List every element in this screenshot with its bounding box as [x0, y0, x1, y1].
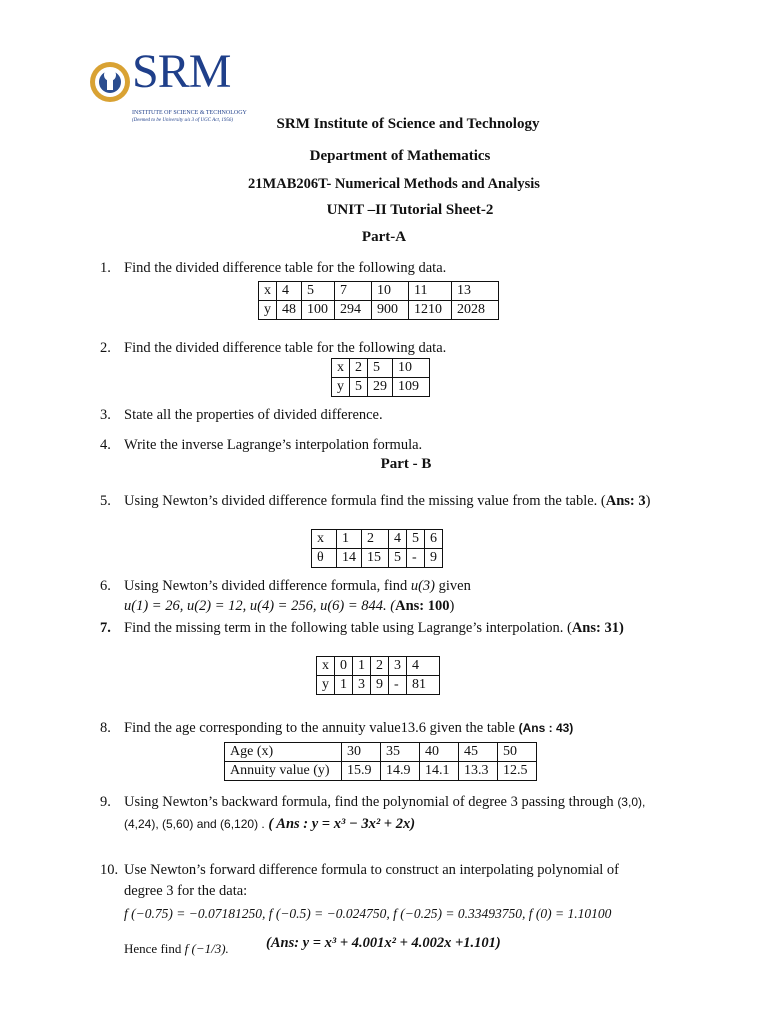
table-cell: 7 [335, 282, 372, 301]
text-span: given [438, 578, 471, 594]
table-cell: 5 [368, 359, 393, 378]
text-span: 4. [100, 437, 111, 453]
table-cell: 294 [335, 301, 372, 320]
table-cell: θ [312, 549, 337, 568]
text-span: ) [645, 493, 651, 509]
table-cell: x [332, 359, 350, 378]
text-span: Using Newton’s divided difference formula, find [124, 578, 408, 594]
table-cell: 40 [420, 743, 459, 762]
table-cell: 81 [407, 676, 440, 695]
table-row [312, 530, 443, 549]
question-text [124, 577, 704, 595]
table-cell: 2028 [452, 301, 499, 320]
text-span: u(1) = 26, u(2) = 12, u(4) = 256, u(6) = 844. ( [124, 598, 396, 614]
text-span: f (−0.75) = −0.07181250, f (−0.5) = −0.024750, f (−0.25) = 0.33493750, f (0) = 1.10100 [124, 906, 612, 921]
logo-subtitle: INSTITUTE OF SCIENCE & TECHNOLOGY [132, 110, 247, 116]
table-cell: y [317, 676, 335, 695]
text-span: 7. [100, 620, 111, 636]
table-cell: - [389, 676, 407, 695]
text-span: 6. [100, 578, 111, 594]
text-span: Write the inverse Lagrange’s interpolation formula. [124, 437, 423, 453]
text-span: Ans: 100 [395, 598, 450, 614]
table-cell: 0 [335, 657, 353, 676]
department-title: Department of Mathematics [309, 148, 491, 164]
table-row [317, 657, 440, 676]
text-span: 2. [100, 340, 111, 356]
table-row [332, 359, 430, 378]
text-span: Find the divided difference table for the following data. [124, 340, 447, 356]
table-cell: 12.5 [498, 762, 537, 781]
text-span: ) [618, 620, 624, 636]
table-cell: 2 [350, 359, 368, 378]
course-title: 21MAB206T- Numerical Methods and Analysis [248, 176, 540, 192]
institute-title: SRM Institute of Science and Technology [276, 116, 540, 132]
table-cell: x [317, 657, 335, 676]
table-cell: 5 [350, 378, 368, 397]
table-cell: 3 [389, 657, 407, 676]
table-cell: 1210 [409, 301, 452, 320]
part-a-heading: Part-A [361, 229, 407, 245]
table-cell: 15 [362, 549, 389, 568]
text-span: ) [449, 598, 455, 614]
question-1-table [258, 281, 499, 320]
table-cell: 1 [353, 657, 371, 676]
table-cell: Annuity value (y) [225, 762, 342, 781]
table-cell: 1 [335, 676, 353, 695]
text-span: 9. [100, 794, 111, 810]
table-cell: - [407, 549, 425, 568]
text-span: f (−1/3). [184, 941, 229, 956]
table-cell: Age (x) [225, 743, 342, 762]
table-cell: y [332, 378, 350, 397]
table-cell: x [312, 530, 337, 549]
table-cell: 14.9 [381, 762, 420, 781]
table-cell: 5 [389, 549, 407, 568]
text-span: 3. [100, 407, 111, 423]
table-cell: 2 [362, 530, 389, 549]
text-span: Ans: 31 [571, 620, 619, 636]
text-span: degree 3 for the data: [124, 883, 248, 899]
table-cell: 15.9 [342, 762, 381, 781]
table-cell: x [259, 282, 277, 301]
text-span: ( Ans : y = x³ − 3x² + 2x) [268, 816, 416, 832]
table-cell: 50 [498, 743, 537, 762]
question-8-table [224, 742, 537, 781]
unit-title: UNIT –II Tutorial Sheet-2 [326, 202, 494, 218]
question-7-table [316, 656, 440, 695]
table-cell: 900 [372, 301, 409, 320]
text-span: 10. [100, 862, 119, 878]
table-cell: 14 [337, 549, 362, 568]
text-span: Ans: 3 [605, 493, 646, 509]
table-cell: 45 [459, 743, 498, 762]
table-row [259, 282, 499, 301]
question-text [124, 793, 704, 811]
question-2-table [331, 358, 430, 397]
table-cell: 5 [407, 530, 425, 549]
question-text [124, 815, 704, 833]
table-cell: 48 [277, 301, 302, 320]
table-cell: 29 [368, 378, 393, 397]
table-cell: 109 [393, 378, 430, 397]
question-text [124, 619, 704, 637]
text-span: Using Newton’s divided difference formula find the missing value from the table. ( [124, 493, 606, 509]
text-span: Find the age corresponding to the annuity value13.6 given the table [124, 720, 515, 736]
text-span: (3,0), [617, 795, 646, 809]
text-span: u(3) [410, 578, 436, 594]
table-row [317, 676, 440, 695]
table-cell: 4 [277, 282, 302, 301]
table-cell: 1 [337, 530, 362, 549]
question-5-table [311, 529, 443, 568]
table-row [225, 762, 537, 781]
table-cell: 30 [342, 743, 381, 762]
question-text [124, 492, 704, 510]
question-text [124, 719, 704, 737]
table-cell: 9 [425, 549, 443, 568]
question-text [124, 597, 704, 615]
table-cell: 4 [389, 530, 407, 549]
logo-subtitle-2: (Deemed to be University u/s 3 of UGC Act, 1956) [132, 118, 233, 123]
logo-name: SRM [132, 45, 231, 98]
text-span: (Ans : 43) [518, 721, 574, 735]
table-cell: 10 [372, 282, 409, 301]
text-span: Find the divided difference table for the following data. [124, 260, 447, 276]
text-span: Use Newton’s forward difference formula to construct an interpolating polynomial of [124, 862, 620, 878]
table-cell: 5 [302, 282, 335, 301]
table-row [225, 743, 537, 762]
text-span: (4,24), (5,60) and (6,120) . [124, 817, 265, 831]
text-span: 1. [100, 260, 111, 276]
table-cell: 11 [409, 282, 452, 301]
table-cell: 13.3 [459, 762, 498, 781]
table-cell: 35 [381, 743, 420, 762]
text-span: 8. [100, 720, 111, 736]
table-cell: 100 [302, 301, 335, 320]
table-cell: y [259, 301, 277, 320]
text-span: Find the missing term in the following table using Lagrange’s interpolation. ( [124, 620, 572, 636]
table-cell: 6 [425, 530, 443, 549]
text-span: Using Newton’s backward formula, find the polynomial of degree 3 passing through [124, 794, 614, 810]
table-cell: 10 [393, 359, 430, 378]
text-span: Hence find [124, 941, 182, 956]
table-cell: 13 [452, 282, 499, 301]
table-row [259, 301, 499, 320]
table-cell: 3 [353, 676, 371, 695]
text-span: State all the properties of divided difference. [124, 407, 383, 423]
table-row [312, 549, 443, 568]
table-row [332, 378, 430, 397]
text-span: (Ans: y = x³ + 4.001x² + 4.002x +1.101) [266, 935, 501, 951]
part-b-heading: Part - B [380, 456, 432, 472]
text-span: 5. [100, 493, 111, 509]
table-cell: 9 [371, 676, 389, 695]
table-cell: 4 [407, 657, 440, 676]
table-cell: 2 [371, 657, 389, 676]
table-cell: 14.1 [420, 762, 459, 781]
